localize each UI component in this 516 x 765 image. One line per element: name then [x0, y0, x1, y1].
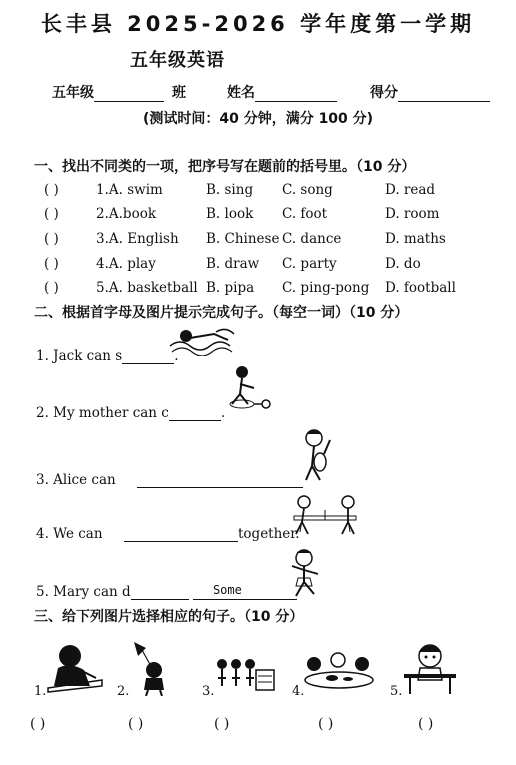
option-b: B. draw — [206, 256, 260, 272]
option-d: D. do — [385, 256, 421, 272]
boy-drawing-icon — [44, 642, 104, 694]
answer-blank[interactable] — [169, 406, 221, 421]
grade-blank[interactable] — [94, 87, 164, 102]
sentence-text: 5. Mary can d — [36, 584, 131, 600]
option-d: D. maths — [385, 231, 446, 247]
option-b: B. Chinese — [206, 231, 280, 247]
name-blank[interactable] — [255, 87, 337, 102]
sentence-text: 4. We can — [36, 526, 103, 542]
ping-pong-picture-icon — [290, 492, 360, 538]
question-row — [0, 256, 516, 278]
exam-title: 长丰县 2025-2026 学年度第一学期 — [40, 12, 476, 36]
grade-label: 五年级 — [52, 85, 94, 101]
answer-blank[interactable] — [122, 349, 174, 364]
sentence-end: together. — [238, 526, 300, 542]
grade-field — [52, 82, 164, 102]
sentence-end: . — [220, 405, 226, 421]
option-c: C. ping-pong — [282, 280, 370, 296]
option-d: D. room — [385, 206, 440, 222]
option-c: C. party — [282, 256, 337, 272]
answer-paren[interactable]: ( ) — [44, 182, 59, 198]
picture-number: 2. — [117, 684, 130, 699]
answer-paren[interactable]: ( ) — [30, 716, 46, 732]
section2-heading: 二、根据首字母及图片提示完成句子。（每空一词）（10 分） — [34, 305, 409, 321]
option-c: C. foot — [282, 206, 328, 222]
option-a: 3.A. English — [96, 231, 179, 247]
exam-subtitle: 五年级英语 — [130, 50, 225, 71]
answer-paren[interactable]: ( ) — [418, 716, 434, 732]
answer-paren[interactable]: ( ) — [44, 256, 59, 272]
option-d: D. football — [385, 280, 456, 296]
answer-paren[interactable]: ( ) — [318, 716, 334, 732]
option-b: B. pipa — [206, 280, 255, 296]
time-note: (测试时间：40 分钟，满分 100 分) — [142, 111, 374, 127]
class-label: 班 — [172, 85, 186, 101]
score-field — [370, 82, 490, 102]
answer-blank[interactable] — [193, 585, 297, 600]
score-label: 得分 — [370, 85, 398, 101]
answer-paren[interactable]: ( ) — [44, 231, 59, 247]
question-row — [0, 206, 516, 228]
sentence-4 — [36, 526, 300, 542]
sentence-3 — [36, 472, 303, 488]
option-a: 4.A. play — [96, 256, 156, 272]
playing-pipa-picture-icon — [298, 428, 334, 484]
sentence-text: 3. Alice can — [36, 472, 116, 488]
sentence-end: . — [174, 348, 179, 364]
option-d: D. read — [385, 182, 436, 198]
question-row — [0, 231, 516, 253]
picture-number: 3. — [202, 684, 215, 699]
answer-paren[interactable]: ( ) — [214, 716, 230, 732]
answer-blank[interactable] — [137, 473, 303, 488]
boy-flying-kite-icon — [128, 640, 176, 696]
sentence-1 — [36, 348, 179, 364]
cooking-picture-icon — [222, 364, 274, 412]
question-row — [0, 280, 516, 302]
option-b: B. look — [206, 206, 254, 222]
answer-paren[interactable]: ( ) — [44, 206, 59, 222]
option-c: C. dance — [282, 231, 342, 247]
section1-heading: 一、找出不同类的一项，把序号写在题前的括号里。（10 分） — [34, 159, 416, 175]
answer-paren[interactable]: ( ) — [44, 280, 59, 296]
option-b: B. sing — [206, 182, 254, 198]
sentence-2 — [36, 405, 225, 421]
swimming-picture-icon — [168, 326, 238, 356]
option-a: 2.A.book — [96, 206, 156, 222]
question-row — [0, 182, 516, 204]
children-group-icon — [214, 656, 276, 696]
answer-blank[interactable] — [124, 527, 238, 542]
family-dinner-icon — [302, 652, 376, 692]
option-a: 5.A. basketball — [96, 280, 198, 296]
section3-heading: 三、给下列图片选择相应的句子。（10 分） — [34, 609, 304, 625]
option-a: 1.A. swim — [96, 182, 163, 198]
picture-number: 1. — [34, 684, 47, 699]
option-c: C. song — [282, 182, 333, 198]
answer-blank[interactable] — [131, 585, 189, 600]
handwritten-answer: Some — [212, 583, 242, 597]
picture-number: 4. — [292, 684, 305, 699]
answer-paren[interactable]: ( ) — [128, 716, 144, 732]
sentence-text: 1. Jack can s — [36, 348, 123, 364]
name-field — [227, 82, 337, 102]
picture-number: 5. — [390, 684, 403, 699]
sentence-text: 2. My mother can c — [36, 405, 169, 421]
name-label: 姓名 — [227, 85, 255, 101]
boy-at-desk-icon — [402, 640, 458, 696]
score-blank[interactable] — [398, 87, 490, 102]
sentence-5 — [36, 584, 297, 600]
